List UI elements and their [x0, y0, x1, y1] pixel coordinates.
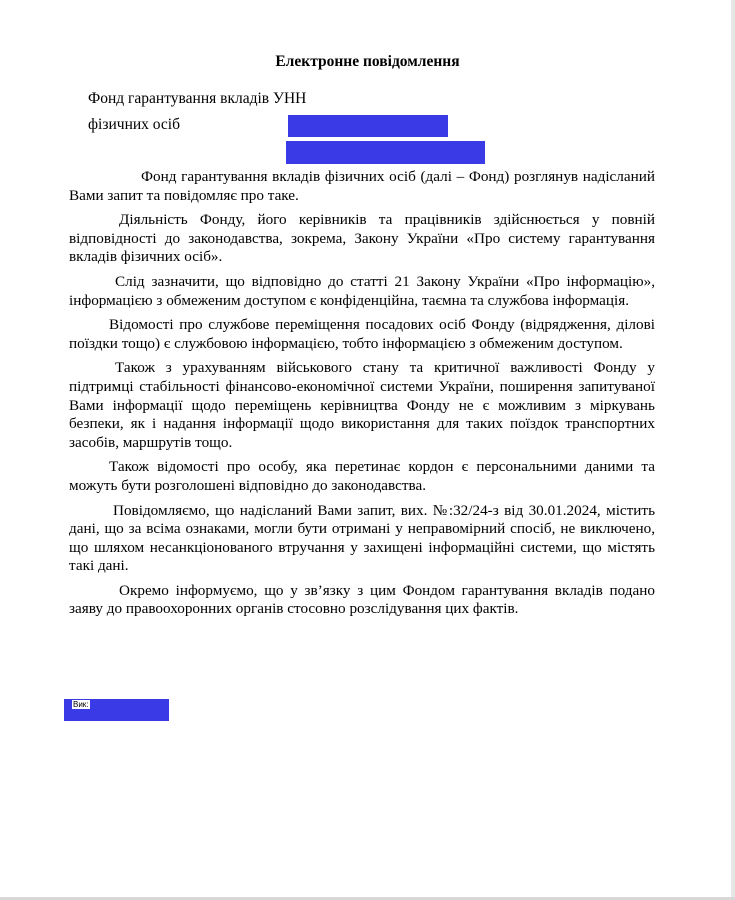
document-body [69, 168, 655, 625]
paragraph-8: Окремо інформуємо, що у зв’язку з цим Фондом гарантування вкладів подано заяву до правоохоронних органів стосовно розслідування цих фактів. [69, 581, 655, 618]
sender-line-1: Фонд гарантування вкладів УНН [88, 90, 307, 107]
redaction-box-recipient-address [286, 141, 485, 164]
document-title: Електронне повідомлення [275, 53, 460, 70]
paragraph-4: Відомості про службове переміщення посадових осіб Фонду (відрядження, ділові поїздки тощо) є службовою інформацією, тобто інформацією з обмеженим доступом. [69, 316, 655, 352]
paragraph-7: Повідомляємо, що надісланий Вами запит, вих. №:32/24-з від 30.01.2024, містить дані, що за всіма ознаками, могли бути отримані у неправомірний спосіб, не виключено, що шляхом несанкціонованого втручання у захищені інформаційні системи, що містять такі дані. [69, 501, 655, 575]
paragraph-6: Також відомості про особу, яка перетинає кордон є персональними даними та можуть бути розголошені відповідно до законодавства. [69, 458, 655, 494]
executor-label: Вик: [73, 700, 89, 709]
paragraph-5: Також з урахуванням військового стану та критичної важливості Фонду у підтримці стабільності фінансово-економічної системи України, поширення запитуваної Вами інформації щодо переміщень керівництва Фонду не є можливим з міркувань безпеки, як і надання інформації щодо використання для таких поїздок транспортних засобів, маршрутів тощо. [69, 359, 655, 451]
redaction-box-recipient-name [288, 115, 448, 137]
paragraph-3: Слід зазначити, що відповідно до статті 21 Закону України «Про інформацію», інформацією з обмеженим доступом є конфіденційна, таємна та службова інформація. [69, 272, 655, 309]
paragraph-1: Фонд гарантування вкладів фізичних осіб (далі – Фонд) розглянув надісланий Вами запит та повідомляє про таке. [69, 168, 655, 204]
page-edge [731, 0, 735, 900]
paragraph-2: Діяльність Фонду, його керівників та працівників здійснюється у повній відповідності до законодавства, зокрема, Закону України «Про систему гарантування вкладів фізичних осіб». [69, 211, 655, 266]
sender-line-2: фізичних осіб [88, 116, 180, 133]
